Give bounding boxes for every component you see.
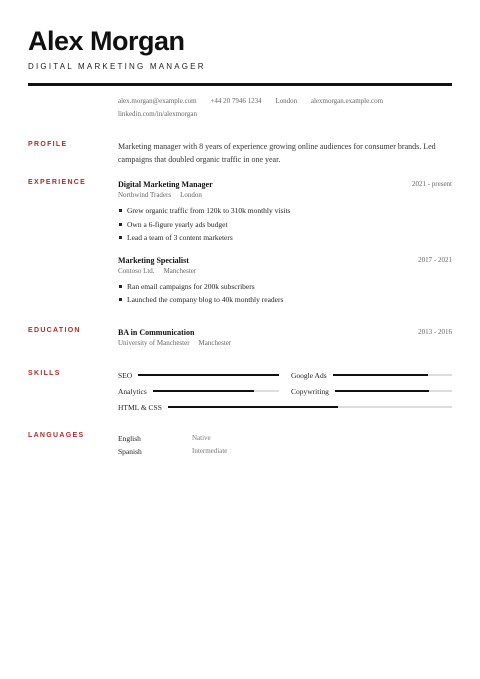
job-bullet: Ran email campaigns for 200k subscribers (118, 280, 452, 294)
language-item (118, 445, 452, 458)
job-bullets (118, 280, 452, 307)
candidate-name: Alex Morgan (28, 26, 185, 56)
contact-website[interactable]: alexmorgan.example.com (310, 97, 384, 105)
contact-email[interactable]: alex.morgan@example.com (118, 97, 197, 105)
job-title: Marketing Specialist (118, 255, 189, 265)
skill-name: Google Ads (291, 370, 327, 380)
candidate-title: DIGITAL MARKETING MANAGER (28, 62, 206, 71)
section-title-skills: SKILLS (28, 369, 61, 377)
job-entry (118, 255, 452, 307)
section-title-profile: PROFILE (28, 141, 68, 148)
education-meta (118, 338, 452, 348)
contact-info (118, 95, 452, 121)
job-company: Contoso Ltd. (118, 266, 155, 275)
language-level: Native (192, 434, 211, 442)
job-bullets (118, 204, 452, 245)
skill-name: Analytics (118, 386, 147, 396)
skill-item (118, 370, 279, 381)
language-level: Intermediate (192, 447, 228, 455)
contact-linkedin[interactable]: linkedin.com/in/alexmorgan (118, 110, 197, 118)
skill-item (118, 386, 279, 397)
skill-bar-track (153, 390, 279, 392)
job-entry (118, 179, 452, 245)
education-degree: BA in Communication (118, 327, 195, 337)
skill-bar-fill (335, 390, 429, 392)
section-title-experience: EXPERIENCE (28, 179, 87, 186)
skill-name: Copywriting (291, 386, 329, 396)
education-school: University of Manchester (118, 338, 190, 347)
experience-section (28, 179, 452, 307)
skill-bar-fill (153, 390, 254, 392)
skill-bar-track (335, 390, 452, 392)
language-name: English (118, 433, 141, 443)
skill-name: SEO (118, 370, 133, 380)
language-item (118, 432, 452, 445)
job-dates: 2021 - present (411, 180, 452, 188)
job-company: Northwind Traders (118, 191, 172, 199)
education-location: Manchester (198, 338, 232, 347)
skill-bar-fill (138, 374, 279, 376)
job-bullet: Launched the company blog to 40k monthly readers (118, 293, 452, 307)
section-title-education: EDUCATION (28, 326, 81, 334)
job-location: London (180, 191, 202, 199)
job-bullet: Lead a team of 3 content marketers (118, 231, 452, 245)
job-location: Manchester (163, 266, 197, 275)
resume-page (28, 26, 452, 458)
skill-bar-track (138, 374, 279, 376)
skill-name: HTML & CSS (118, 402, 162, 412)
skills-section (28, 370, 452, 413)
skill-item (291, 386, 452, 397)
language-name: Spanish (118, 446, 142, 456)
skill-bar-fill (168, 406, 338, 408)
languages-section (28, 432, 452, 458)
contact-phone: +44 20 7946 1234 (210, 97, 262, 105)
skill-bar-track (168, 406, 452, 408)
education-dates: 2013 - 2016 (418, 327, 452, 336)
skill-item (291, 370, 452, 381)
job-meta (118, 266, 452, 276)
contact-location: London (275, 97, 298, 105)
job-dates: 2017 - 2021 (418, 255, 452, 264)
job-bullet: Own a 6-figure yearly ads budget (118, 218, 452, 232)
profile-section (28, 141, 452, 166)
section-title-languages: LANGUAGES (28, 431, 85, 439)
job-bullet: Grew organic traffic from 120k to 310k monthly visits (118, 204, 452, 218)
job-meta (118, 190, 452, 200)
skill-bar-fill (333, 374, 429, 376)
skill-item (118, 402, 452, 413)
skills-grid (118, 370, 452, 413)
education-section (28, 327, 452, 348)
education-entry (118, 327, 452, 348)
skill-bar-track (333, 374, 452, 376)
job-title: Digital Marketing Manager (118, 180, 213, 189)
profile-text: Marketing manager with 8 years of experience growing online audiences for consumer brands. Led campaigns that doubled organic traffic in one year. (118, 142, 436, 164)
header-divider (28, 83, 452, 86)
